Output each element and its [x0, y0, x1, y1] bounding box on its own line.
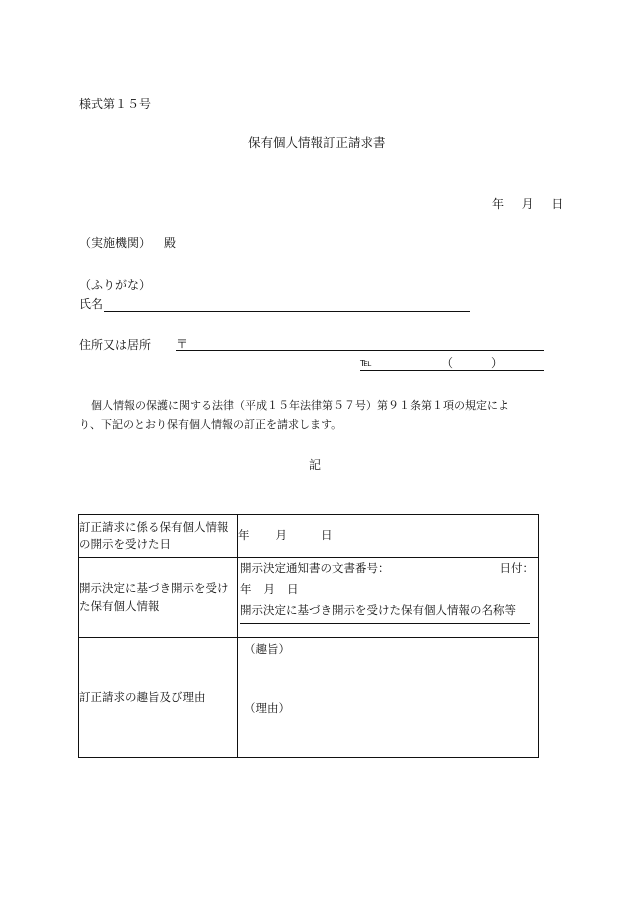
furigana-label: （ふりがな）	[79, 278, 152, 292]
disclosure-date-label: 訂正請求に係る保有個人情報 の開示を受けた日	[79, 515, 238, 558]
disclosed-info-label: 開示決定に基づき開示を受け た保有個人情報	[79, 558, 238, 638]
address-label: 住所又は居所	[79, 338, 152, 352]
name-input-line[interactable]	[104, 311, 470, 312]
info-name-label: 開示決定に基づき開示を受けた保有個人情報の名称等	[240, 603, 516, 617]
body-text-line2: り、下記のとおり保有個人情報の訂正を請求します。	[79, 418, 343, 431]
disclosed-info-field[interactable]	[238, 558, 539, 638]
postal-mark: 〒	[176, 337, 189, 351]
page-title: 保有個人情報訂正請求書	[248, 135, 386, 150]
addressee-label: （実施機関）	[79, 236, 152, 250]
addressee-honorific: 殿	[164, 236, 177, 250]
purpose-reason-label: 訂正請求の趣旨及び理由	[79, 638, 238, 758]
tel-paren-close: ）	[491, 356, 504, 370]
disclosure-date-field[interactable]	[238, 515, 539, 558]
address-input-line[interactable]	[176, 350, 544, 351]
disclosed-year: 年	[240, 582, 252, 596]
disclosure-day: 日	[321, 528, 333, 543]
disclosure-year: 年	[238, 528, 250, 543]
tel-paren-open: （	[441, 356, 454, 370]
disclosed-day: 日	[287, 582, 299, 596]
body-text-line1: 個人情報の保護に関する法律（平成１５年法律第５７号）第９１条第１項の規定によ	[91, 399, 509, 412]
purpose-reason-field[interactable]	[238, 638, 539, 758]
tel-input-line[interactable]	[360, 370, 544, 371]
info-name-line	[240, 623, 530, 624]
reason-label: （理由）	[244, 701, 290, 716]
date-field-label: 日付：	[499, 561, 534, 575]
name-label: 氏名	[79, 297, 104, 311]
table-row-disclosed-info	[79, 558, 539, 638]
table-row-purpose-reason	[79, 638, 539, 758]
ki-heading: 記	[309, 458, 322, 472]
date-month: 月	[521, 197, 534, 211]
date-line	[492, 198, 563, 210]
date-year: 年	[492, 197, 505, 211]
doc-number-label: 開示決定通知書の文書番号：	[240, 561, 390, 575]
disclosed-month: 月	[263, 582, 275, 596]
date-day: 日	[551, 197, 564, 211]
purpose-label: （趣旨）	[244, 642, 290, 656]
table-row-disclosure-date	[79, 515, 539, 558]
tel-label: ℡	[360, 356, 372, 369]
correction-table	[78, 514, 539, 758]
disclosure-month: 月	[275, 528, 287, 543]
form-number: 様式第１５号	[79, 97, 152, 111]
